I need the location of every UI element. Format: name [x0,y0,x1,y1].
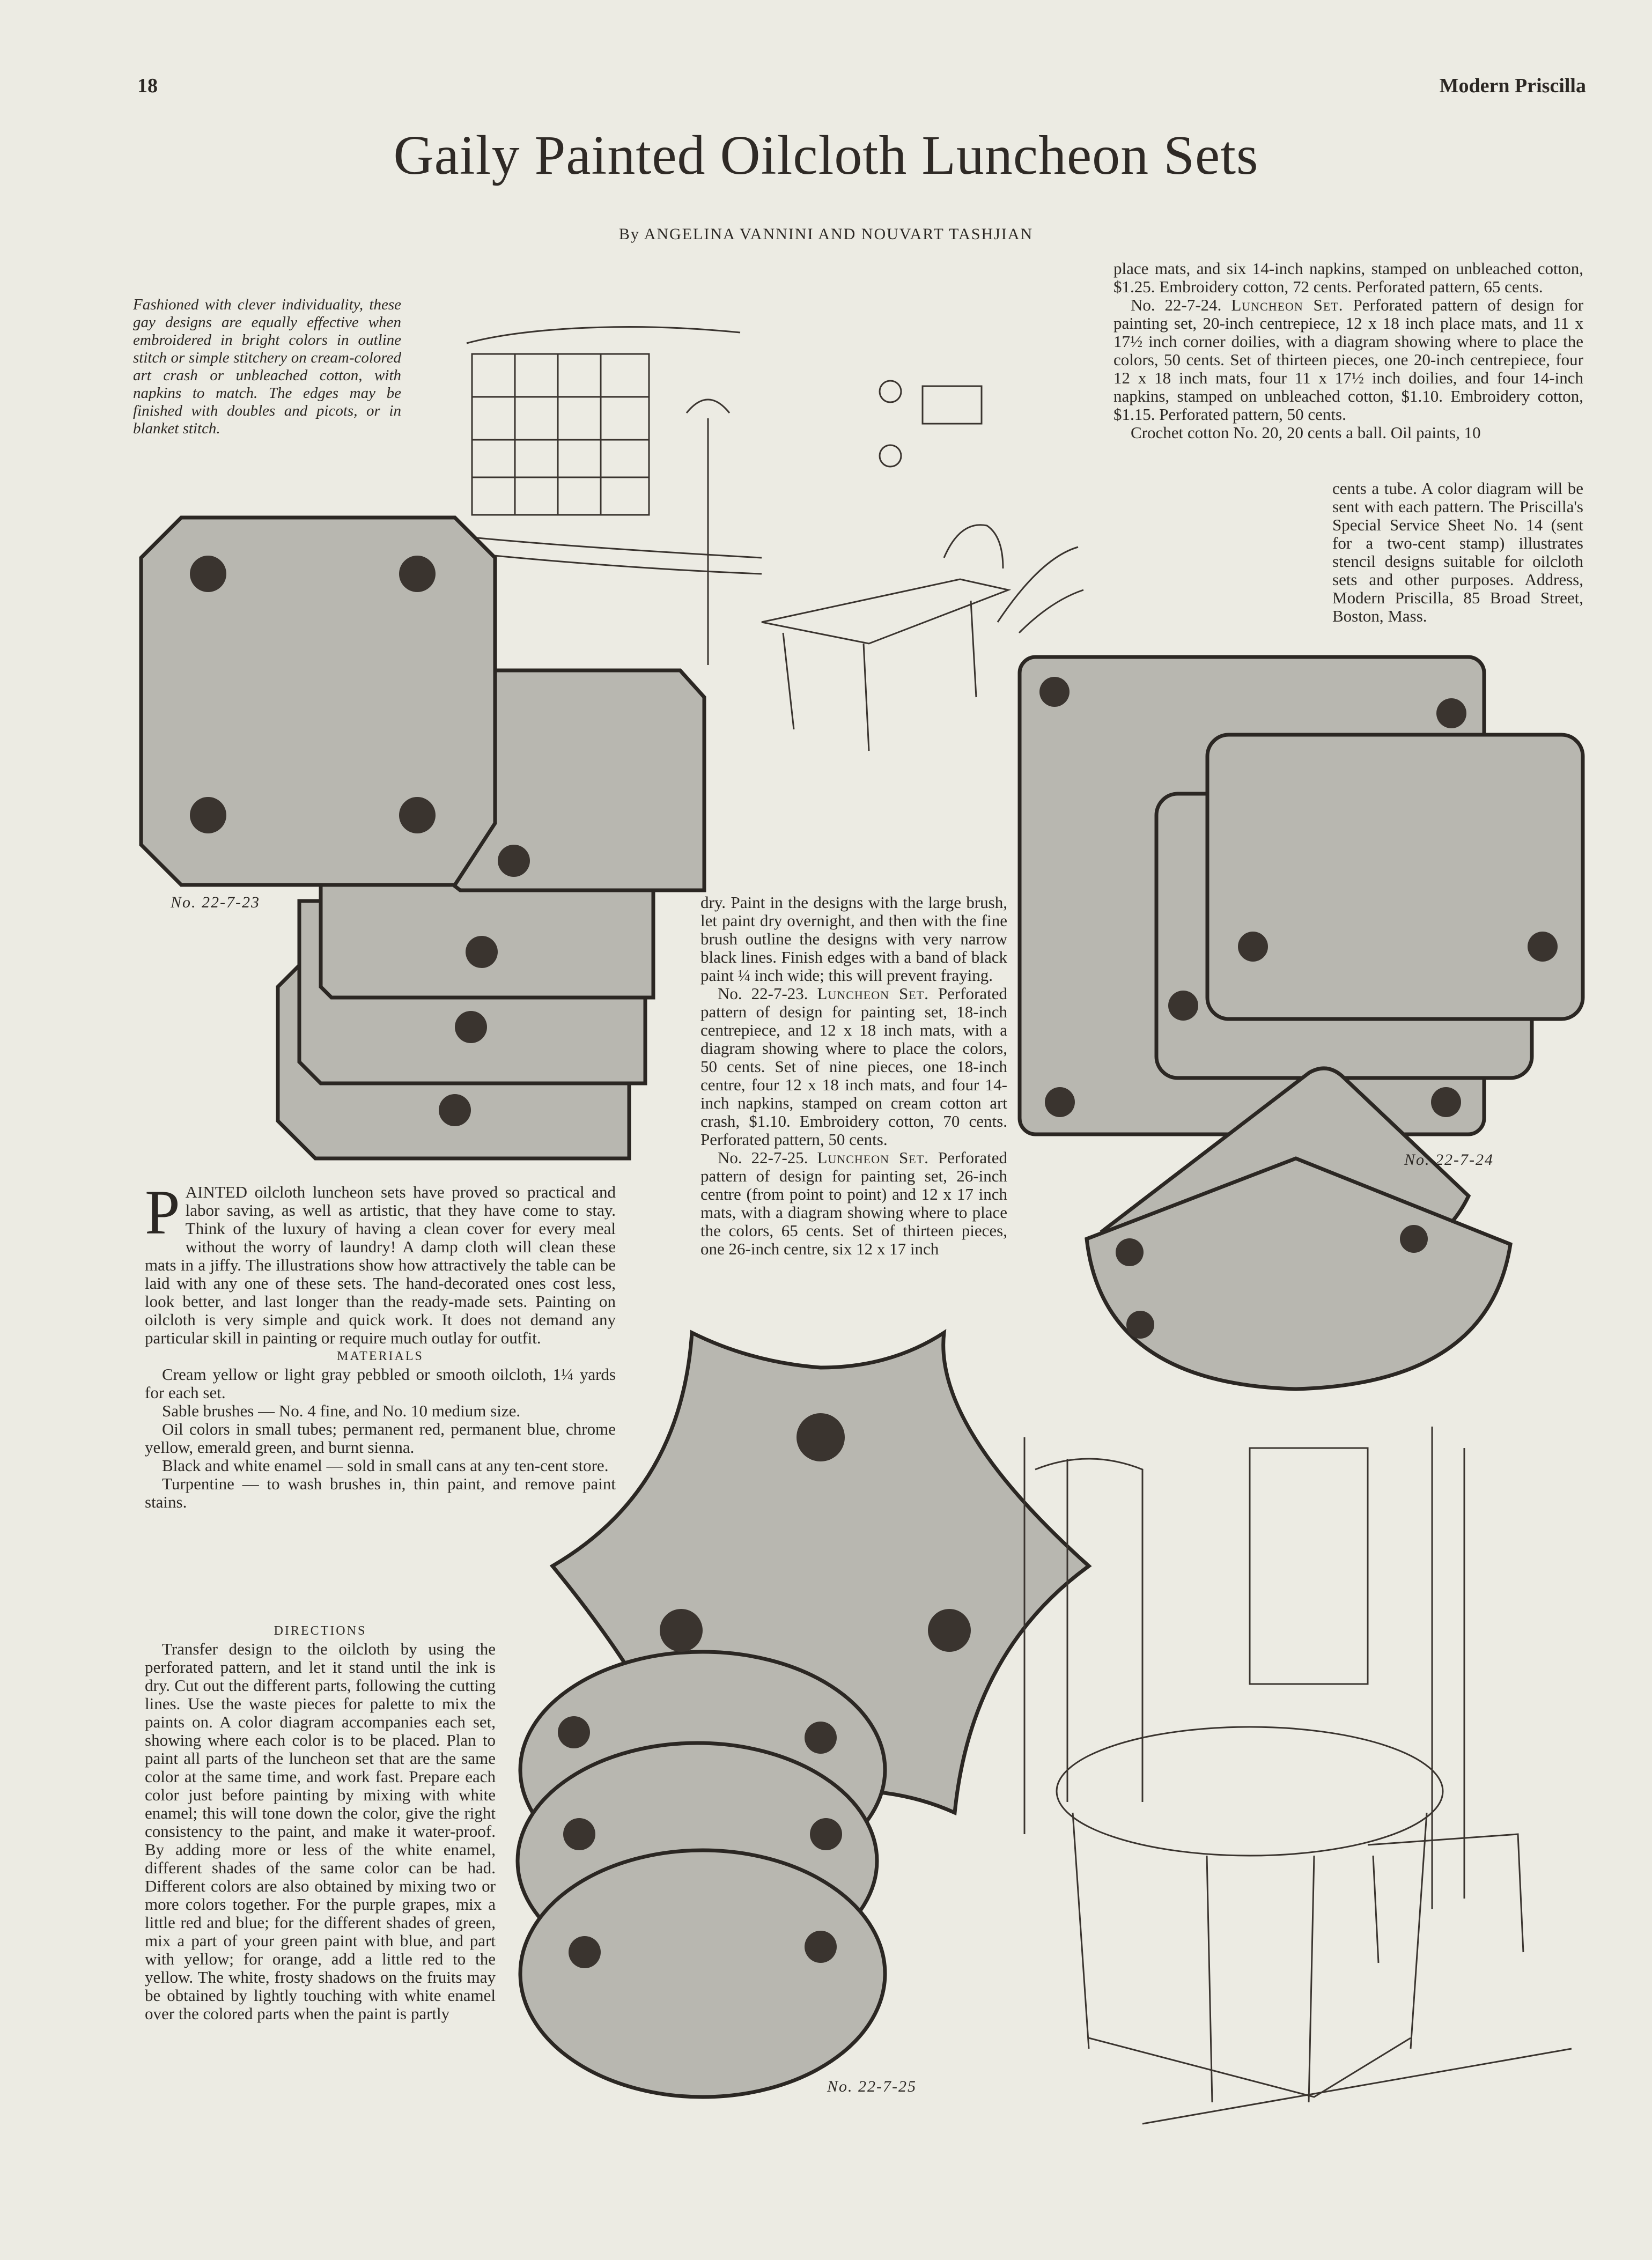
center-col-p2 [700,985,1007,1149]
page-number: 18 [137,75,158,97]
set-heading-25: Luncheon Set. [817,1148,929,1167]
figure-label-22-7-24: No. 22-7-24 [1404,1151,1494,1169]
byline: By ANGELINA VANNINI AND NOUVART TASHJIAN [618,225,1034,243]
material-item: Turpentine — to wash brushes in, thin paint, and remove paint stains. [145,1474,616,1511]
set-number-25: No. 22-7-25. [718,1148,808,1167]
set-heading-23: Luncheon Set. [817,984,929,1003]
set-number-24: No. 22-7-24. [1131,296,1222,314]
center-col-p3-text: Perforated pattern of design for painting set, 26-inch centre (from point to point) and 12 x 17 inch mats, with a diagram showing where to place the colors, 65 cents. Set of thirteen pieces, one 26-inch centre, six 12 x 17 inch [700,1148,1007,1258]
intro-paragraph [145,1177,616,1347]
mat-rect [1207,735,1583,1019]
round-table-illustration [982,1427,1582,2135]
right-col-p3a: Crochet cotton No. 20, 20 cents a ball. Oil paints, 10 [1131,423,1481,442]
materials-heading: MATERIALS [337,1349,424,1363]
right-column [1113,260,1583,442]
oval-mat [520,1850,885,2097]
article-title: Gaily Painted Oilcloth Luncheon Sets [393,124,1259,186]
intro-text: AINTED oilcloth luncheon sets have proved so practical and labor saving, as well as artistic, that they have come to stay. Think of the luxury of having a clean cover for every meal without the worry of laundry! A damp cloth will clean these mats in a jiffy. The illustrations show how attractively the table can be laid with any one of these sets. The hand-decorated ones cost less, look better, and last longer than the ready-made sets. Painting on oilcloth is very simple and quick work. It does not demand any particular skill in painting or require much outlay for outfit. [145,1183,616,1347]
directions-heading: DIRECTIONS [274,1624,367,1638]
right-column-wrap: cents a tube. A color diagram will be sent with each pattern. The Priscilla's Special Service Sheet No. 14 (sent for a two-cent stamp) illustrates stencil designs suitable for oilcloth sets and other purposes. Address, Modern Priscilla, 85 Broad Street, Boston, Mass. [1332,479,1583,625]
directions-text: Transfer design to the oilcloth by using the perforated pattern, and let it stand until the ink is dry. Cut out the different parts, following the cutting lines. Use the waste pieces for palette to mix the paints on. A color diagram accompanies each set, showing where each color is to be placed. Plan to paint all parts of the luncheon set that are the same color at the same time, and work fast. Prepare each color just before painting by mixing with white enamel; this will tone down the color, give the right consistency to the paint, and make it water-proof. By adding more or less of the white enamel, different shades of the same color can be had. Different colors are also obtained by mixing two or more colors together. For the purple grapes, mix a little red and blue; for the different shades of green, mix a part of your green paint with blue, and part with yellow; for orange, add a little red to the yellow. The white, frosty shadows on the fruits may be obtained by lightly touching with white enamel over the colored parts when the paint is partly [145,1639,496,2023]
set-22-7-23-illustration [138,515,707,1169]
material-item: Sable brushes — No. 4 fine, and No. 10 medium size. [162,1401,521,1420]
magazine-name: Modern Priscilla [1439,75,1586,97]
set-number-23: No. 22-7-23. [718,984,808,1003]
center-col-p2-text: Perforated pattern of design for painting set, 18-inch centrepiece, and 12 x 18 inch mats, with a diagram showing where to place the colors, 50 cents. Set of nine pieces, one 18-inch centre, four 12 x 18 inch mats, and four 14-inch napkins, stamped on cream cotton art crash, $1.10. Embroidery cotton, 70 cents. Perforated pattern, 50 cents. [700,984,1007,1149]
figure-label-22-7-25: No. 22-7-25 [827,2078,917,2095]
material-item: Cream yellow or light gray pebbled or smooth oilcloth, 1¼ yards for each set. [145,1365,616,1402]
figure-label-22-7-23: No. 22-7-23 [171,893,260,911]
set-22-7-24-illustration [1017,654,1596,1405]
material-item: Black and white enamel — sold in small cans at any ten-cent store. [162,1456,609,1475]
center-column [700,893,1007,1258]
center-col-p3 [700,1149,1007,1258]
right-col-p2-text: Perforated pattern of design for painting set, 20-inch centrepiece, 12 x 18 inch place mats, and 11 x 17½ inch corner doilies, with a diagram showing where to place the colors, 50 cents. Set of thirteen pieces, one 20-inch centrepiece, four 12 x 18 inch mats, four 11 x 17½ inch doilies, and four 14-inch napkins, stamped on unbleached cotton, $1.10. Embroidery cotton, $1.15. Perforated pattern, 50 cents. [1113,296,1584,424]
right-col-p2 [1113,296,1583,424]
set-heading-24: Luncheon Set. [1231,296,1344,314]
right-col-p1: place mats, and six 14-inch napkins, stamped on unbleached cotton, $1.25. Embroidery cotton, 72 cents. Perforated pattern, 65 cents. [1113,259,1583,296]
material-item: Oil colors in small tubes; permanent red, permanent blue, chrome yellow, emerald green, and burnt sienna. [145,1420,616,1457]
intro-caption: Fashioned with clever individuality, these gay designs are equally effective when embroidered in bright colors in outline stitch or simple stitchery on cream-colored art crash or unbleached cotton, with napkins to match. The edges may be finished with doubles and picots, or in blanket stitch. [133,296,401,437]
center-col-p1: dry. Paint in the designs with the large brush, let paint dry overnight, and then with the fine brush outline the designs with very narrow black lines. Finish edges with a band of black paint ¼ inch wide; this will prevent fraying. [700,893,1007,985]
left-column-directions [145,1622,496,2023]
drop-cap: P [145,1177,180,1247]
